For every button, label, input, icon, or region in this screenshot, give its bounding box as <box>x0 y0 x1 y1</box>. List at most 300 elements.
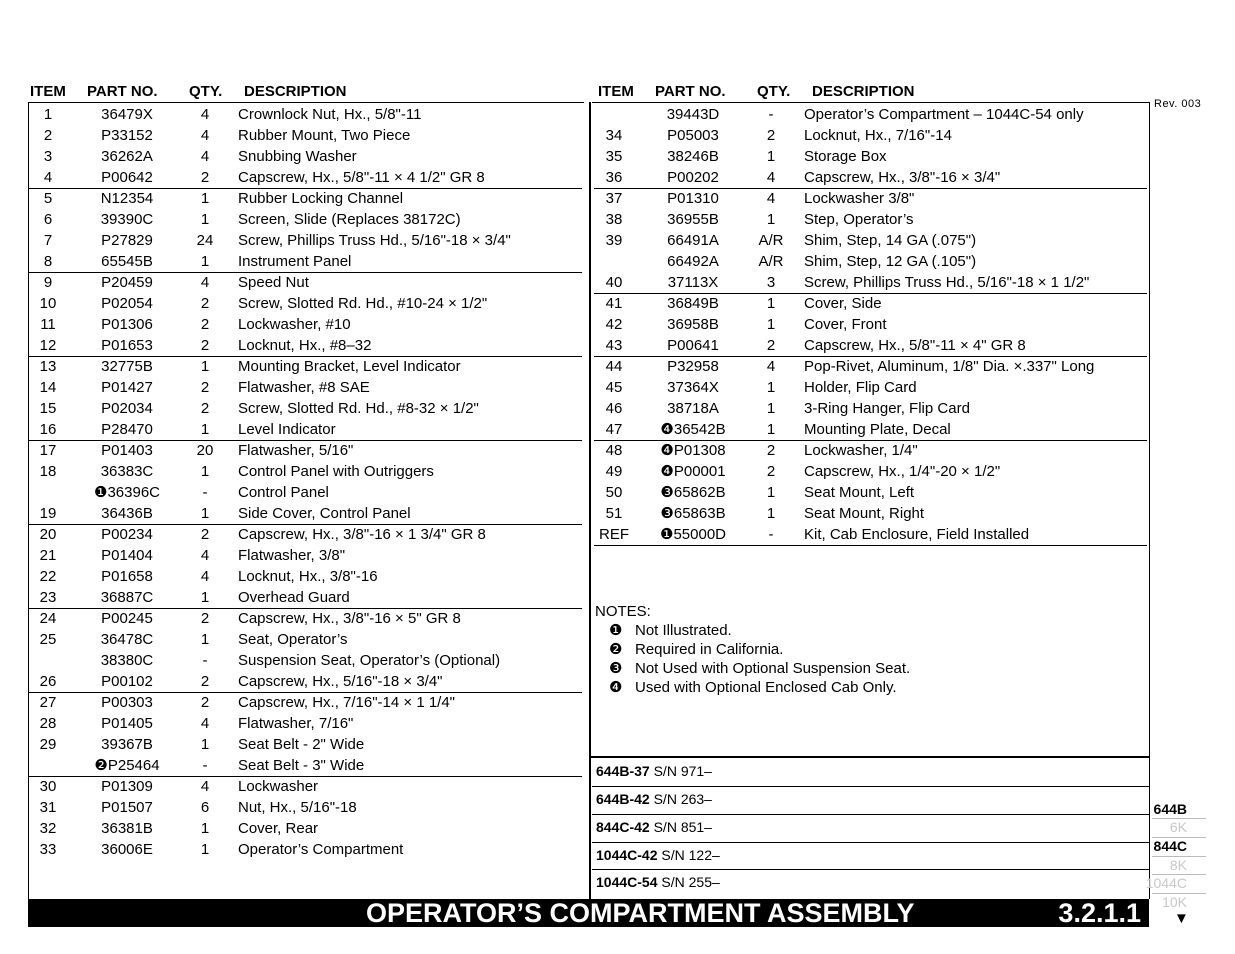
parts-row <box>596 398 1156 419</box>
parts-row <box>30 188 590 209</box>
description: Rubber Locking Channel <box>238 190 404 207</box>
note-text: Used with Optional Enclosed Cab Only. <box>635 679 897 696</box>
item-number: 43 <box>605 337 623 354</box>
description: Side Cover, Control Panel <box>238 505 411 522</box>
part-number: P20459 <box>101 274 153 291</box>
quantity: 1 <box>200 358 210 375</box>
part-number: 36478C <box>100 631 154 648</box>
quantity: 24 <box>196 232 214 249</box>
quantity: 2 <box>200 673 210 690</box>
quantity: 1 <box>200 253 210 270</box>
description: Locknut, Hx., #8–32 <box>238 337 372 354</box>
item-number: 28 <box>39 715 57 732</box>
quantity: 1 <box>766 295 776 312</box>
part-number: P00202 <box>667 169 719 186</box>
quantity: 1 <box>766 400 776 417</box>
part-number: 38380C <box>100 652 154 669</box>
description: Overhead Guard <box>238 589 350 606</box>
description: Shim, Step, 14 GA (.075") <box>804 232 977 249</box>
quantity: 3 <box>766 274 776 291</box>
part-number: 36958B <box>667 316 719 333</box>
model-tab: 1044C <box>1145 875 1187 891</box>
down-arrow-icon[interactable]: ▼ <box>1174 910 1189 927</box>
description: Capscrew, Hx., 5/8"-11 × 4 1/2" GR 8 <box>238 169 485 186</box>
quantity: 1 <box>200 631 210 648</box>
part-number: ❹P01308 <box>660 442 726 459</box>
description: Lockwasher, #10 <box>238 316 351 333</box>
parts-row <box>30 335 590 356</box>
parts-row <box>596 272 1156 293</box>
item-number: 15 <box>39 400 57 417</box>
serial-divider <box>592 842 1149 843</box>
quantity: 2 <box>200 694 210 711</box>
quantity: 2 <box>766 442 776 459</box>
parts-row <box>30 566 590 587</box>
serial-divider <box>592 786 1149 787</box>
parts-row <box>30 524 590 545</box>
parts-row <box>596 104 1156 125</box>
header-qty: QTY. <box>757 83 791 100</box>
quantity: 6 <box>200 799 210 816</box>
quantity: 4 <box>766 190 776 207</box>
part-number: P32958 <box>667 358 719 375</box>
parts-row <box>596 461 1156 482</box>
item-number: 49 <box>605 463 623 480</box>
item-number: 11 <box>40 316 56 333</box>
parts-row <box>596 251 1156 272</box>
quantity: - <box>768 106 774 123</box>
frame-left-edge <box>28 102 29 899</box>
description: Seat Mount, Right <box>804 505 925 522</box>
description: Seat, Operator’s <box>238 631 348 648</box>
header-item: ITEM <box>30 83 66 100</box>
quantity: 4 <box>200 568 210 585</box>
top-rule-right <box>592 102 1150 103</box>
model-tab: 10K <box>1162 894 1187 910</box>
header-part-no: PART NO. <box>655 83 726 100</box>
description: Speed Nut <box>238 274 309 291</box>
quantity: 2 <box>766 127 776 144</box>
part-number: P01405 <box>101 715 153 732</box>
part-number: P02034 <box>101 400 153 417</box>
item-number: 24 <box>39 610 57 627</box>
part-number: 36479X <box>101 106 153 123</box>
parts-row <box>596 167 1156 188</box>
parts-row <box>30 839 590 860</box>
item-number: 8 <box>43 253 53 270</box>
part-number: P01653 <box>101 337 153 354</box>
item-number: 30 <box>39 778 57 795</box>
description: Lockwasher 3/8" <box>804 190 915 207</box>
header-item: ITEM <box>598 83 634 100</box>
group-separator <box>594 545 1147 546</box>
quantity: 4 <box>766 358 776 375</box>
quantity: 1 <box>200 211 210 228</box>
parts-row <box>30 314 590 335</box>
serial-model: 1044C-42 <box>596 847 658 863</box>
serial-line <box>596 847 720 863</box>
description: Flatwasher, #8 SAE <box>238 379 370 396</box>
description: Capscrew, Hx., 5/16"-18 × 3/4" <box>238 673 443 690</box>
item-number: 35 <box>605 148 623 165</box>
item-number: 9 <box>43 274 53 291</box>
quantity: 2 <box>200 379 210 396</box>
parts-row <box>30 356 590 377</box>
serial-model: 844C-42 <box>596 819 650 835</box>
parts-row <box>596 419 1156 440</box>
serial-number: S/N 851– <box>653 819 712 835</box>
parts-row <box>30 650 590 671</box>
quantity: 1 <box>766 211 776 228</box>
item-number: 42 <box>605 316 623 333</box>
part-number: 37364X <box>667 379 719 396</box>
quantity: 2 <box>200 337 210 354</box>
item-number: 46 <box>605 400 623 417</box>
note-item <box>595 678 910 697</box>
description: Capscrew, Hx., 7/16"-14 × 1 1/4" <box>238 694 456 711</box>
parts-row <box>30 167 590 188</box>
description: Suspension Seat, Operator’s (Optional) <box>238 652 501 669</box>
description: Lockwasher, 1/4" <box>804 442 918 459</box>
item-number: 27 <box>39 694 57 711</box>
parts-row <box>596 482 1156 503</box>
description: Screw, Slotted Rd. Hd., #8-32 × 1/2" <box>238 400 479 417</box>
description: Mounting Bracket, Level Indicator <box>238 358 461 375</box>
quantity: - <box>768 526 774 543</box>
quantity: 1 <box>766 421 776 438</box>
part-number: ❶55000D <box>660 526 726 543</box>
part-number: ❹36542B <box>660 421 726 438</box>
note-item <box>595 640 910 659</box>
quantity: 2 <box>766 337 776 354</box>
item-number: 1 <box>43 106 53 123</box>
part-number: 65545B <box>101 253 153 270</box>
parts-row <box>596 188 1156 209</box>
part-number: 32775B <box>101 358 153 375</box>
parts-row <box>30 398 590 419</box>
serial-number: S/N 971– <box>653 763 712 779</box>
description: Screen, Slide (Replaces 38172C) <box>238 211 461 228</box>
quantity: 1 <box>766 316 776 333</box>
parts-row <box>30 104 590 125</box>
item-number: 39 <box>605 232 623 249</box>
description: Operator’s Compartment – 1044C-54 only <box>804 106 1084 123</box>
description: Screw, Phillips Truss Hd., 5/16"-18 × 1 1/2" <box>804 274 1090 291</box>
quantity: 2 <box>200 400 210 417</box>
parts-row <box>30 797 590 818</box>
part-number: P33152 <box>101 127 153 144</box>
description: Storage Box <box>804 148 887 165</box>
quantity: - <box>202 484 208 501</box>
parts-row <box>30 671 590 692</box>
item-number: 6 <box>43 211 53 228</box>
part-number: N12354 <box>100 190 154 207</box>
item-number: 44 <box>605 358 623 375</box>
revision-label: Rev. 003 <box>1154 98 1202 110</box>
parts-row <box>30 440 590 461</box>
item-number: 12 <box>39 337 57 354</box>
item-number: 40 <box>605 274 623 291</box>
part-number: ❶36396C <box>94 484 160 501</box>
item-number: 38 <box>605 211 623 228</box>
description: Lockwasher <box>238 778 319 795</box>
top-rule-left <box>28 102 584 103</box>
note-marker: ❸ <box>609 660 623 677</box>
description: Capscrew, Hx., 3/8"-16 × 3/4" <box>804 169 1001 186</box>
description: Seat Belt - 3" Wide <box>238 757 365 774</box>
description: Cover, Side <box>804 295 882 312</box>
description: Kit, Cab Enclosure, Field Installed <box>804 526 1030 543</box>
quantity: 1 <box>766 484 776 501</box>
parts-row <box>596 524 1156 545</box>
note-text: Required in California. <box>635 641 784 658</box>
parts-row <box>30 608 590 629</box>
part-number: 38246B <box>667 148 719 165</box>
part-number: 36006E <box>101 841 153 858</box>
serial-line <box>596 763 712 779</box>
item-number: 5 <box>43 190 53 207</box>
description: Control Panel <box>238 484 329 501</box>
quantity: A/R <box>758 232 784 249</box>
part-number: 36887C <box>100 589 154 606</box>
parts-row <box>30 272 590 293</box>
item-number: 25 <box>39 631 57 648</box>
note-text: Not Used with Optional Suspension Seat. <box>635 660 911 677</box>
quantity: 1 <box>200 190 210 207</box>
parts-row <box>30 125 590 146</box>
item-number: 14 <box>39 379 57 396</box>
part-number: 36383C <box>100 463 154 480</box>
part-number: 36436B <box>101 505 153 522</box>
title-bar <box>28 899 1149 927</box>
parts-row <box>596 314 1156 335</box>
parts-row <box>30 461 590 482</box>
parts-row <box>30 377 590 398</box>
item-number: 48 <box>605 442 623 459</box>
item-number: 19 <box>39 505 57 522</box>
quantity: 4 <box>200 127 210 144</box>
model-tab: 844C <box>1153 838 1187 854</box>
header-description: DESCRIPTION <box>812 83 915 100</box>
quantity: A/R <box>758 253 784 270</box>
part-number: ❸65862B <box>660 484 726 501</box>
notes-title: NOTES: <box>595 603 651 620</box>
description: Holder, Flip Card <box>804 379 917 396</box>
item-number: 10 <box>39 295 57 312</box>
item-number: 17 <box>39 442 57 459</box>
part-number: P01310 <box>667 190 719 207</box>
description: Operator’s Compartment <box>238 841 404 858</box>
quantity: 1 <box>200 421 210 438</box>
parts-row <box>30 587 590 608</box>
note-item <box>595 621 910 640</box>
quantity: 1 <box>200 589 210 606</box>
description: Seat Mount, Left <box>804 484 915 501</box>
item-number: 23 <box>39 589 57 606</box>
part-number: ❹P00001 <box>660 463 726 480</box>
item-number: 20 <box>39 526 57 543</box>
description: Level Indicator <box>238 421 336 438</box>
parts-row <box>30 629 590 650</box>
item-number: 31 <box>39 799 57 816</box>
part-number: 36955B <box>667 211 719 228</box>
quantity: 4 <box>200 547 210 564</box>
item-number: 36 <box>605 169 623 186</box>
description: Capscrew, Hx., 3/8"-16 × 1 3/4" GR 8 <box>238 526 486 543</box>
description: Locknut, Hx., 3/8"-16 <box>238 568 378 585</box>
item-number: 41 <box>605 295 623 312</box>
description: Step, Operator’s <box>804 211 914 228</box>
header-qty: QTY. <box>189 83 223 100</box>
quantity: 20 <box>196 442 214 459</box>
parts-row <box>30 293 590 314</box>
parts-row <box>30 545 590 566</box>
parts-row <box>596 377 1156 398</box>
description: Mounting Plate, Decal <box>804 421 951 438</box>
description: Crownlock Nut, Hx., 5/8"-11 <box>238 106 422 123</box>
item-number: 4 <box>43 169 53 186</box>
quantity: 2 <box>200 295 210 312</box>
part-number: ❷P25464 <box>94 757 160 774</box>
description: Instrument Panel <box>238 253 352 270</box>
description: Shim, Step, 12 GA (.105") <box>804 253 977 270</box>
item-number: 32 <box>39 820 57 837</box>
quantity: 2 <box>200 610 210 627</box>
part-number: P00642 <box>101 169 153 186</box>
part-number: P00303 <box>101 694 153 711</box>
quantity: 1 <box>766 505 776 522</box>
quantity: 1 <box>766 148 776 165</box>
parts-row <box>30 419 590 440</box>
model-tab: 6K <box>1169 819 1187 835</box>
parts-row <box>596 503 1156 524</box>
quantity: 2 <box>200 169 210 186</box>
description: Rubber Mount, Two Piece <box>238 127 411 144</box>
model-tab: 644B <box>1153 801 1187 817</box>
quantity: 4 <box>200 778 210 795</box>
serial-number: S/N 122– <box>661 847 720 863</box>
description: Screw, Phillips Truss Hd., 5/16"-18 × 3/4" <box>238 232 511 249</box>
quantity: 1 <box>200 463 210 480</box>
description: Flatwasher, 3/8" <box>238 547 346 564</box>
parts-row <box>596 293 1156 314</box>
quantity: 2 <box>200 526 210 543</box>
quantity: 4 <box>766 169 776 186</box>
part-number: 36262A <box>101 148 153 165</box>
part-number: 39443D <box>666 106 720 123</box>
description: Capscrew, Hx., 3/8"-16 × 5" GR 8 <box>238 610 461 627</box>
description: Seat Belt - 2" Wide <box>238 736 365 753</box>
part-number: P01658 <box>101 568 153 585</box>
description: Cover, Front <box>804 316 887 333</box>
parts-row <box>30 503 590 524</box>
parts-row <box>30 818 590 839</box>
item-number: 29 <box>39 736 57 753</box>
description: Cover, Rear <box>238 820 319 837</box>
note-marker: ❹ <box>609 679 623 696</box>
serial-number: S/N 255– <box>661 874 720 890</box>
item-number: 7 <box>43 232 53 249</box>
serial-number: S/N 263– <box>653 791 712 807</box>
quantity: 1 <box>200 841 210 858</box>
part-number: 36381B <box>101 820 153 837</box>
header-description: DESCRIPTION <box>244 83 347 100</box>
note-marker: ❶ <box>609 622 623 639</box>
parts-row <box>596 335 1156 356</box>
item-number: 47 <box>605 421 623 438</box>
part-number: 39390C <box>100 211 154 228</box>
note-item <box>595 659 910 678</box>
description: Locknut, Hx., 7/16"-14 <box>804 127 952 144</box>
description: Capscrew, Hx., 5/8"-11 × 4" GR 8 <box>804 337 1026 354</box>
part-number: P01404 <box>101 547 153 564</box>
item-number: 45 <box>605 379 623 396</box>
quantity: 4 <box>200 715 210 732</box>
description: Flatwasher, 7/16" <box>238 715 354 732</box>
quantity: 4 <box>200 106 210 123</box>
part-number: 66492A <box>667 253 719 270</box>
serial-divider <box>592 814 1149 815</box>
description: Snubbing Washer <box>238 148 357 165</box>
item-number: 34 <box>605 127 623 144</box>
serial-model: 1044C-54 <box>596 874 658 890</box>
item-number: 13 <box>39 358 57 375</box>
item-number: 2 <box>43 127 53 144</box>
description: Capscrew, Hx., 1/4"-20 × 1/2" <box>804 463 1001 480</box>
part-number: 37113X <box>667 274 719 291</box>
serial-line <box>596 791 712 807</box>
header-part-no: PART NO. <box>87 83 158 100</box>
parts-row <box>596 125 1156 146</box>
description: Control Panel with Outriggers <box>238 463 434 480</box>
part-number: P00641 <box>667 337 719 354</box>
parts-row <box>596 356 1156 377</box>
item-number: 51 <box>605 505 623 522</box>
item-number: 18 <box>39 463 57 480</box>
item-number: 33 <box>39 841 57 858</box>
item-number: 21 <box>39 547 57 564</box>
part-number: P00102 <box>101 673 153 690</box>
part-number: P01403 <box>101 442 153 459</box>
part-number: P28470 <box>101 421 153 438</box>
parts-row <box>30 755 590 776</box>
page-title: OPERATOR’S COMPARTMENT ASSEMBLY <box>366 898 915 928</box>
quantity: 1 <box>200 820 210 837</box>
description: Screw, Slotted Rd. Hd., #10-24 × 1/2" <box>238 295 488 312</box>
notes-block <box>595 602 910 697</box>
serial-model: 644B-37 <box>596 763 650 779</box>
part-number: 38718A <box>667 400 719 417</box>
quantity: - <box>202 652 208 669</box>
parts-row <box>30 713 590 734</box>
parts-row <box>30 146 590 167</box>
quantity: 4 <box>200 274 210 291</box>
description: Flatwasher, 5/16" <box>238 442 354 459</box>
note-marker: ❷ <box>609 641 623 658</box>
model-tab: 8K <box>1169 857 1187 873</box>
part-number: P01507 <box>101 799 153 816</box>
parts-row <box>30 734 590 755</box>
part-number: ❸65863B <box>660 505 726 522</box>
quantity: 1 <box>766 379 776 396</box>
quantity: 4 <box>200 148 210 165</box>
quantity: 1 <box>200 505 210 522</box>
item-number: REF <box>599 526 629 543</box>
parts-row <box>30 482 590 503</box>
serial-line <box>596 819 712 835</box>
part-number: P02054 <box>101 295 153 312</box>
parts-row <box>596 440 1156 461</box>
